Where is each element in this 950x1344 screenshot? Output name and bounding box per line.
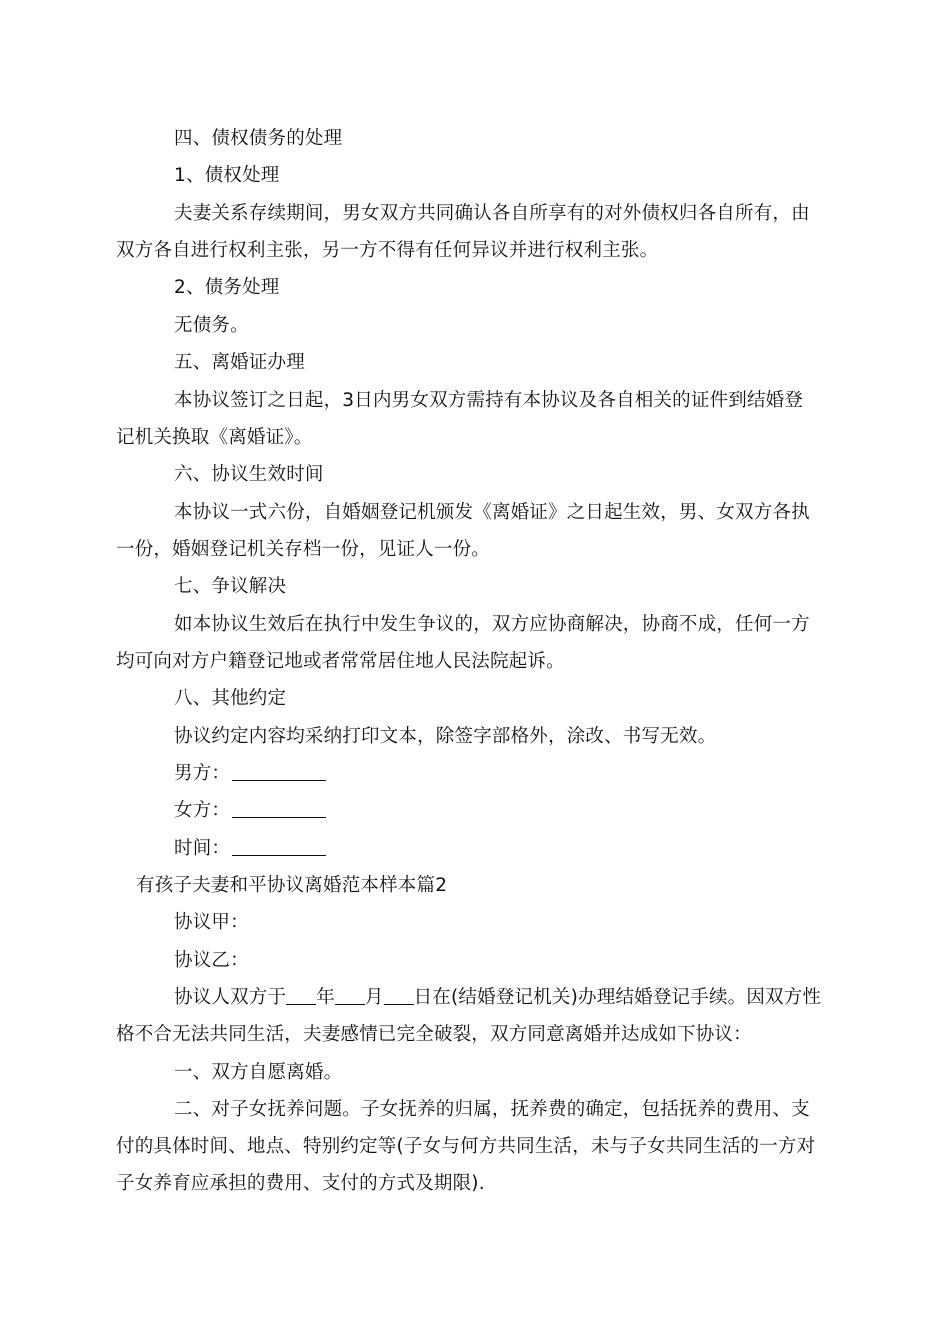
party-a-label: 协议甲：	[174, 912, 249, 933]
section-4-2-text: 无债务。	[174, 315, 249, 336]
part-2-section-2-line-1: 二、对子女抚养问题。子女抚养的归属，抚养费的确定，包括抚养的费用、支	[174, 1099, 810, 1120]
part-2-title: 有孩子夫妻和平协议离婚范本样本篇2	[136, 875, 448, 896]
part-2-section-2-line-2: 付的具体时间、地点、特别约定等(子女与何方共同生活，未与子女共同生活的一方对	[116, 1136, 816, 1157]
section-4-1-paragraph-line-2: 双方各自进行权利主张，另一方不得有任何异议并进行权利主张。	[116, 240, 659, 261]
section-5-paragraph-line-2: 记机关换取《离婚证》。	[116, 427, 313, 448]
signature-female-row	[174, 799, 326, 823]
signature-time-row	[174, 837, 326, 861]
section-4-2-title: 2、债务处理	[174, 277, 280, 298]
section-5-paragraph-line-1: 本协议签订之日起，3日内男女双方需持有本协议及各自相关的证件到结婚登	[174, 390, 804, 411]
section-5-heading: 五、离婚证办理	[174, 352, 305, 373]
signature-male-row	[174, 762, 326, 786]
signature-time-blank	[232, 837, 326, 856]
part-2-section-1: 一、双方自愿离婚。	[174, 1062, 343, 1083]
signature-female-label: 女方：	[174, 800, 231, 821]
section-7-paragraph-line-1: 如本协议生效后在执行中发生争议的，双方应协商解决，协商不成，任何一方	[174, 614, 810, 635]
part-2-section-2-line-3: 子女养育应承担的费用、支付的方式及期限).	[116, 1173, 485, 1194]
section-8-text: 协议约定内容均采纳打印文本，除签字部格外，涂改、书写无效。	[174, 726, 717, 747]
signature-male-label: 男方：	[174, 763, 231, 784]
intro-text-1: 协议人双方于	[174, 987, 287, 1008]
section-8-heading: 八、其他约定	[174, 688, 287, 709]
section-4-heading: 四、债权债务的处理	[174, 128, 343, 149]
signature-time-label: 时间：	[174, 838, 231, 859]
section-6-paragraph-line-2: 一份，婚姻登记机关存档一份，见证人一份。	[116, 539, 491, 560]
intro-text-2: 年	[316, 987, 335, 1008]
section-7-heading: 七、争议解决	[174, 576, 287, 597]
year-blank	[286, 986, 316, 1005]
intro-text-4: 日在(结婚登记机关)办理结婚登记手续。因双方性	[413, 987, 822, 1008]
day-blank	[384, 986, 414, 1005]
signature-male-blank	[232, 762, 326, 781]
section-4-1-paragraph-line-1: 夫妻关系存续期间，男女双方共同确认各自所享有的对外债权归各自所有，由	[174, 203, 810, 224]
section-6-heading: 六、协议生效时间	[174, 464, 324, 485]
section-4-1-title: 1、债权处理	[174, 165, 280, 186]
signature-female-blank	[232, 799, 326, 818]
section-7-paragraph-line-2: 均可向对方户籍登记地或者常常居住地人民法院起诉。	[116, 651, 565, 672]
intro-paragraph-line-2: 格不合无法共同生活，夫妻感情已完全破裂，双方同意离婚并达成如下协议：	[116, 1024, 752, 1045]
intro-paragraph-line-1	[174, 986, 821, 1010]
month-blank	[335, 986, 365, 1005]
section-6-paragraph-line-1: 本协议一式六份，自婚姻登记机颁发《离婚证》之日起生效，男、女双方各执	[174, 502, 810, 523]
party-b-label: 协议乙：	[174, 950, 249, 971]
intro-text-3: 月	[364, 987, 384, 1008]
